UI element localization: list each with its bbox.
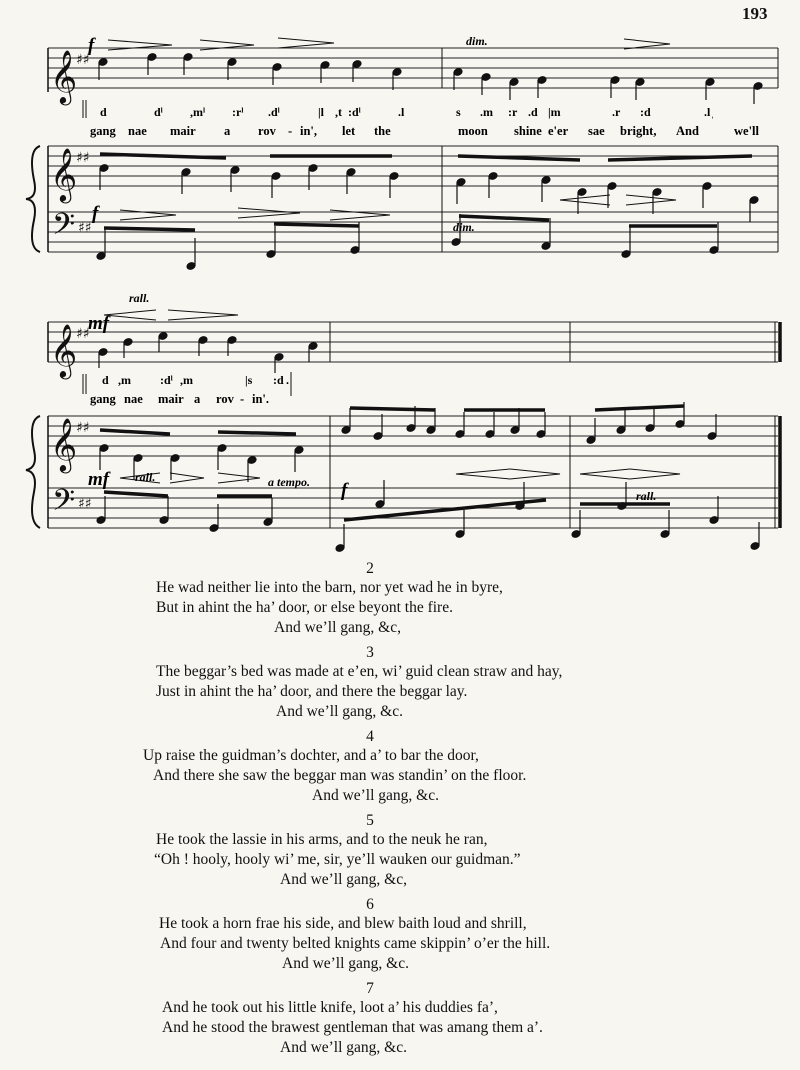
solfa-syllable: . [286,373,289,387]
key-signature: ♯♯ [76,420,90,436]
verse-line: Just in ahint the ha’ door, and there the beggar lay. [156,683,468,700]
solfa-syllable: .r [612,105,621,119]
decrescendo-hairpin [218,473,260,483]
solfa-syllable: :dˡ [160,373,173,387]
verse-line: He took the lassie in his arms, and to the neuk he ran, [156,831,488,848]
decrescendo-hairpin [238,208,300,218]
crescendo-hairpin [560,195,610,205]
lyric-syllable: in'. [252,392,270,406]
beam [100,154,226,158]
lyric-syllable: gang [90,392,116,406]
lyric-syllable: bright, [620,124,657,138]
lyric-syllable: mair [170,124,196,138]
lyric-syllable: moon [458,124,488,138]
beam [104,492,168,496]
solfa-line-1 [100,105,714,119]
treble-clef: 𝄞 [50,147,78,201]
verse-number: 6 [366,896,374,913]
solfa-syllable: :d [640,105,651,119]
beam [100,430,170,434]
dynamic-forte-voice-1: f [88,35,95,56]
treble-clef: 𝄞 [50,49,78,103]
key-signature: ♯♯ [76,52,90,68]
lyric-syllable: the [374,124,391,138]
crescendo-hairpin [104,310,156,320]
solfa-syllable: ,mˡ [190,105,206,119]
verse-line: And he stood the brawest gentleman that was amang them a’. [162,1019,543,1036]
verse-refrain: And we’ll gang, &c. [276,703,403,720]
page-number: 193 [742,4,768,23]
beam [458,156,580,160]
solfa-syllable: .lˌ [704,105,715,119]
rall-marking-voice-2: rall. [129,291,150,305]
notes [96,53,763,553]
verse-line: And he took out his little knife, loot a’ his duddies fa’, [162,999,498,1016]
solfa-syllable: ,m [118,373,131,387]
beam [344,500,546,520]
beam [595,406,684,410]
beam [218,432,296,434]
solfa-syllable: |m [548,105,561,119]
verse-line: “Oh ! hooly, hooly wi’ me, sir, ye’ll wauken our guidman.” [154,851,521,868]
lyric-syllable: a [224,124,231,138]
treble-clef: 𝄞 [50,323,78,377]
verse-line: Up raise the guidman’s dochter, and a’ to bar the door, [143,747,479,764]
dim-marking-piano-1: dim. [453,220,475,234]
lyric-syllable: shine [514,124,542,138]
decrescendo-hairpin [168,310,238,320]
lyric-syllable: we'll [734,124,759,138]
decrescendo-hairpin [510,469,560,479]
verse-refrain: And we’ll gang, &c. [312,787,439,804]
crescendo-hairpin [580,469,630,479]
decrescendo-hairpin [278,38,334,48]
lyric-syllable: - [240,392,245,406]
solfa-syllable: |l [318,105,324,119]
verse-number: 4 [366,728,374,745]
lyric-syllable: in', [300,124,318,138]
lyric-syllable: nae [124,392,143,406]
solfa-syllable: .l [398,105,405,119]
dynamic-mf-voice-2: mf [88,313,110,334]
bass-clef: 𝄢 [52,484,76,525]
lyric-line-2 [90,392,269,406]
lyric-syllable: let [342,124,356,138]
rall-marking-piano-2b: rall. [636,489,657,503]
solfa-syllable: dˡ [154,105,163,119]
staff-lines [48,48,778,528]
solfa-syllable: .d [528,105,538,119]
verse-refrain: And we’ll gang, &c, [274,619,401,636]
rall-marking-piano-2: rall. [135,470,156,484]
beam [274,224,359,226]
dynamic-mf-piano-2: mf [88,469,110,490]
decrescendo-hairpin [170,473,204,483]
lyric-line-1 [90,124,760,138]
solfa-syllable: :dˡ [348,105,361,119]
verse-number: 3 [366,644,374,661]
verse-refrain: And we’ll gang, &c. [280,1039,407,1056]
solfa-syllable: s [456,105,461,119]
verse-line: He wad neither lie into the barn, nor yet wad he in byre, [156,579,503,596]
solfa-syllable: ,m [180,373,193,387]
dynamic-forte-piano-2: f [341,480,348,501]
a-tempo-marking: a tempo. [268,475,310,489]
lyric-syllable: e'er [548,124,569,138]
verse-refrain: And we’ll gang, &c. [282,955,409,972]
beam [350,408,435,410]
lyric-syllable: mair [158,392,184,406]
lyric-syllable: gang [90,124,116,138]
key-signature: ♯♯ [78,496,92,512]
piano-brace [26,416,40,528]
beam [608,156,752,160]
decrescendo-hairpin [626,195,676,205]
verse-number: 7 [366,980,374,997]
verse-refrain: And we’ll gang, &c, [280,871,407,888]
lyric-syllable: rov [216,392,234,406]
key-signature: ♯♯ [76,326,90,342]
verse-line: He took a horn frae his side, and blew baith loud and shrill, [159,915,527,932]
lyric-syllable: nae [128,124,147,138]
clefs [50,49,92,525]
verse-number: 5 [366,812,374,829]
solfa-syllable: .dˡ [268,105,280,119]
beam [104,228,195,230]
piano-brace [26,146,40,252]
solfa-syllable: :d [273,373,284,387]
dim-marking-voice-1: dim. [466,34,488,48]
lyric-syllable: sae [588,124,605,138]
solfa-syllable: :r [508,105,518,119]
verse-line: But in ahint the ha’ door, or else beyont the fire. [156,599,453,616]
verse-line: And four and twenty belted knights came skippin’ o’er the hill. [160,935,551,952]
decrescendo-hairpin [630,469,680,479]
dynamic-forte-piano-1: f [92,203,99,224]
key-signature: ♯♯ [76,150,90,166]
verse-line: And there she saw the beggar man was standin’ on the floor. [153,767,527,784]
verse-number: 2 [366,560,374,577]
solfa-syllable: :rˡ [232,105,244,119]
solfa-line-2 [102,373,289,387]
solfa-syllable: .m [480,105,493,119]
solfa-syllable: d [100,105,107,119]
key-signature: ♯♯ [78,220,92,236]
solfa-syllable: ,t [335,105,342,119]
verse-line: The beggar’s bed was made at e’en, wi’ guid clean straw and hay, [156,663,563,680]
lyric-syllable: And [676,124,699,138]
solfa-syllable: d [102,373,109,387]
solfa-syllable: |s [245,373,253,387]
lyric-syllable: rov [258,124,276,138]
lyric-syllable: - [288,124,293,138]
treble-clef: 𝄞 [50,417,78,471]
bass-clef: 𝄢 [52,208,76,249]
lyric-syllable: a [194,392,201,406]
crescendo-hairpin [456,469,510,479]
